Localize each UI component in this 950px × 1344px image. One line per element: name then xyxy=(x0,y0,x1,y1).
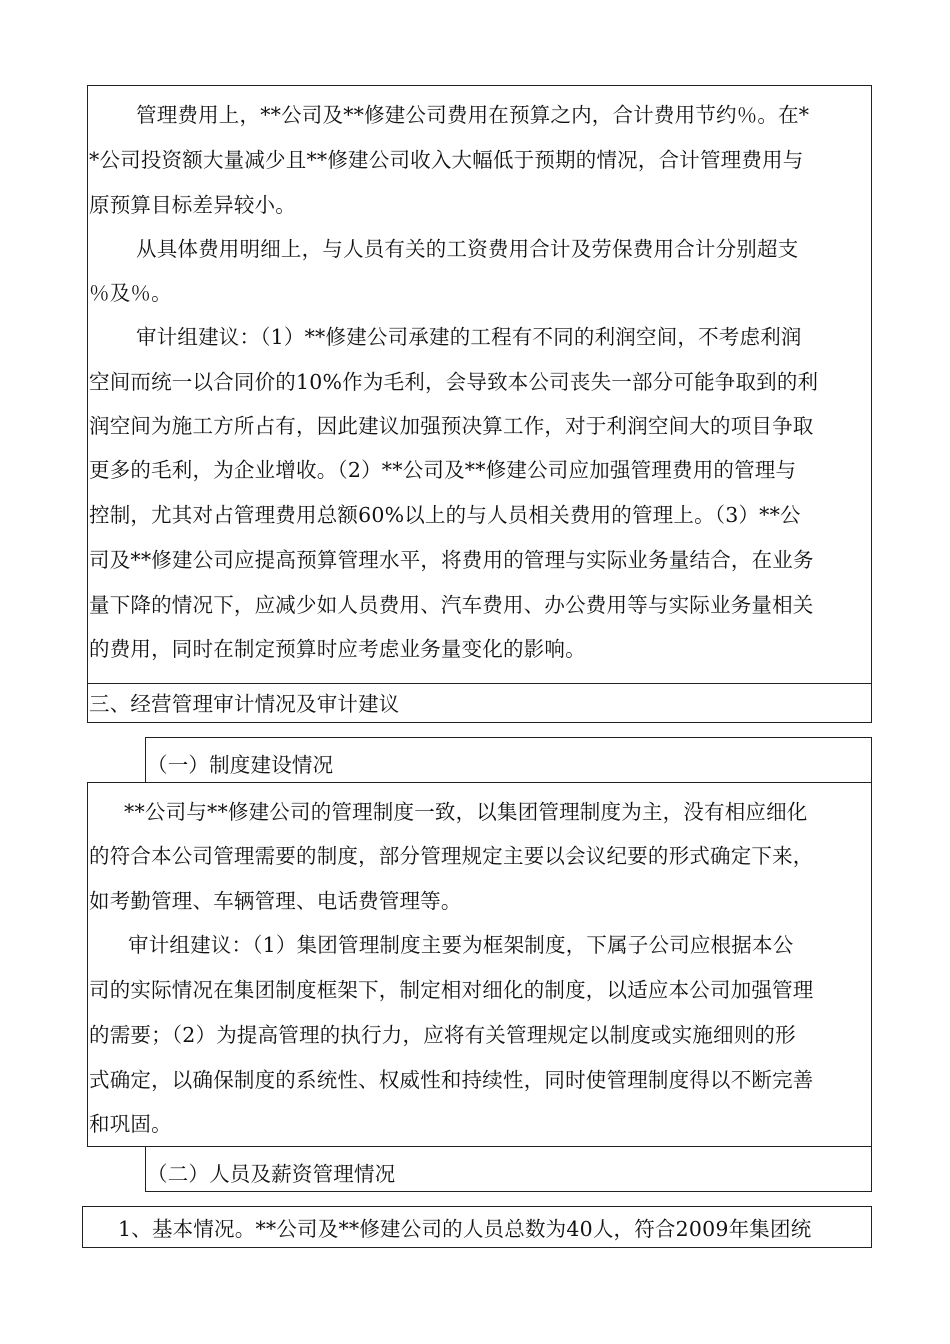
paragraph-line: 1、基本情况。**公司及**修建公司的人员总数为40人，符合2009年集团统 xyxy=(118,1217,812,1241)
paragraph-line: ％及％。 xyxy=(89,281,172,305)
paragraph-line: 审计组建议：（1）**修建公司承建的工程有不同的利润空间，不考虑利润 xyxy=(136,325,802,349)
paragraph-line: 的需要；（2）为提高管理的执行力，应将有关管理规定以制度或实施细则的形 xyxy=(89,1023,796,1047)
paragraph-line: 审计组建议：（1）集团管理制度主要为框架制度，下属子公司应根据本公 xyxy=(128,933,794,957)
paragraph-line: 量下降的情况下，应减少如人员费用、汽车费用、办公费用等与实际业务量相关 xyxy=(89,593,814,617)
paragraph-line: 管理费用上，**公司及**修建公司费用在预算之内，合计费用节约％。在* xyxy=(136,103,810,127)
paragraph-line: 原预算目标差异较小。 xyxy=(89,193,296,217)
paragraph-line: 更多的毛利，为企业增收。（2）**公司及**修建公司应加强管理费用的管理与 xyxy=(89,458,797,482)
paragraph-line: 控制，尤其对占管理费用总额60%以上的与人员相关费用的管理上。（3）**公 xyxy=(89,503,801,527)
paragraph-line: 式确定，以确保制度的系统性、权威性和持续性，同时使管理制度得以不断完善 xyxy=(89,1068,814,1092)
paragraph-line: 的费用，同时在制定预算时应考虑业务量变化的影响。 xyxy=(89,637,586,661)
paragraph-line: 司的实际情况在集团制度框架下，制定相对细化的制度，以适应本公司加强管理 xyxy=(89,978,814,1002)
paragraph-line: 和巩固。 xyxy=(89,1112,172,1136)
paragraph-line: 的符合本公司管理需要的制度，部分管理规定主要以会议纪要的形式确定下来， xyxy=(89,844,814,868)
paragraph-line: 润空间为施工方所占有，因此建议加强预决算工作，对于利润空间大的项目争取 xyxy=(89,414,814,438)
section-heading: 三、经营管理审计情况及审计建议 xyxy=(89,692,400,716)
paragraph-line: *公司投资额大量减少且**修建公司收入大幅低于预期的情况，合计管理费用与 xyxy=(89,148,804,172)
subsection-heading: （一）制度建设情况 xyxy=(147,753,334,777)
subsection-heading: （二）人员及薪资管理情况 xyxy=(147,1162,396,1186)
paragraph-line: 司及**修建公司应提高预算管理水平，将费用的管理与实际业务量结合，在业务 xyxy=(89,548,814,572)
paragraph-line: 如考勤管理、车辆管理、电话费管理等。 xyxy=(89,889,462,913)
paragraph-line: **公司与**修建公司的管理制度一致，以集团管理制度为主，没有相应细化 xyxy=(124,800,808,824)
budget-section-box xyxy=(87,85,872,723)
paragraph-line: 空间而统一以合同价的10%作为毛利，会导致本公司丧失一部分可能争取到的利 xyxy=(89,370,819,394)
paragraph-line: 从具体费用明细上，与人员有关的工资费用合计及劳保费用合计分别超支 xyxy=(136,237,799,261)
budget-heading-divider xyxy=(87,683,872,684)
